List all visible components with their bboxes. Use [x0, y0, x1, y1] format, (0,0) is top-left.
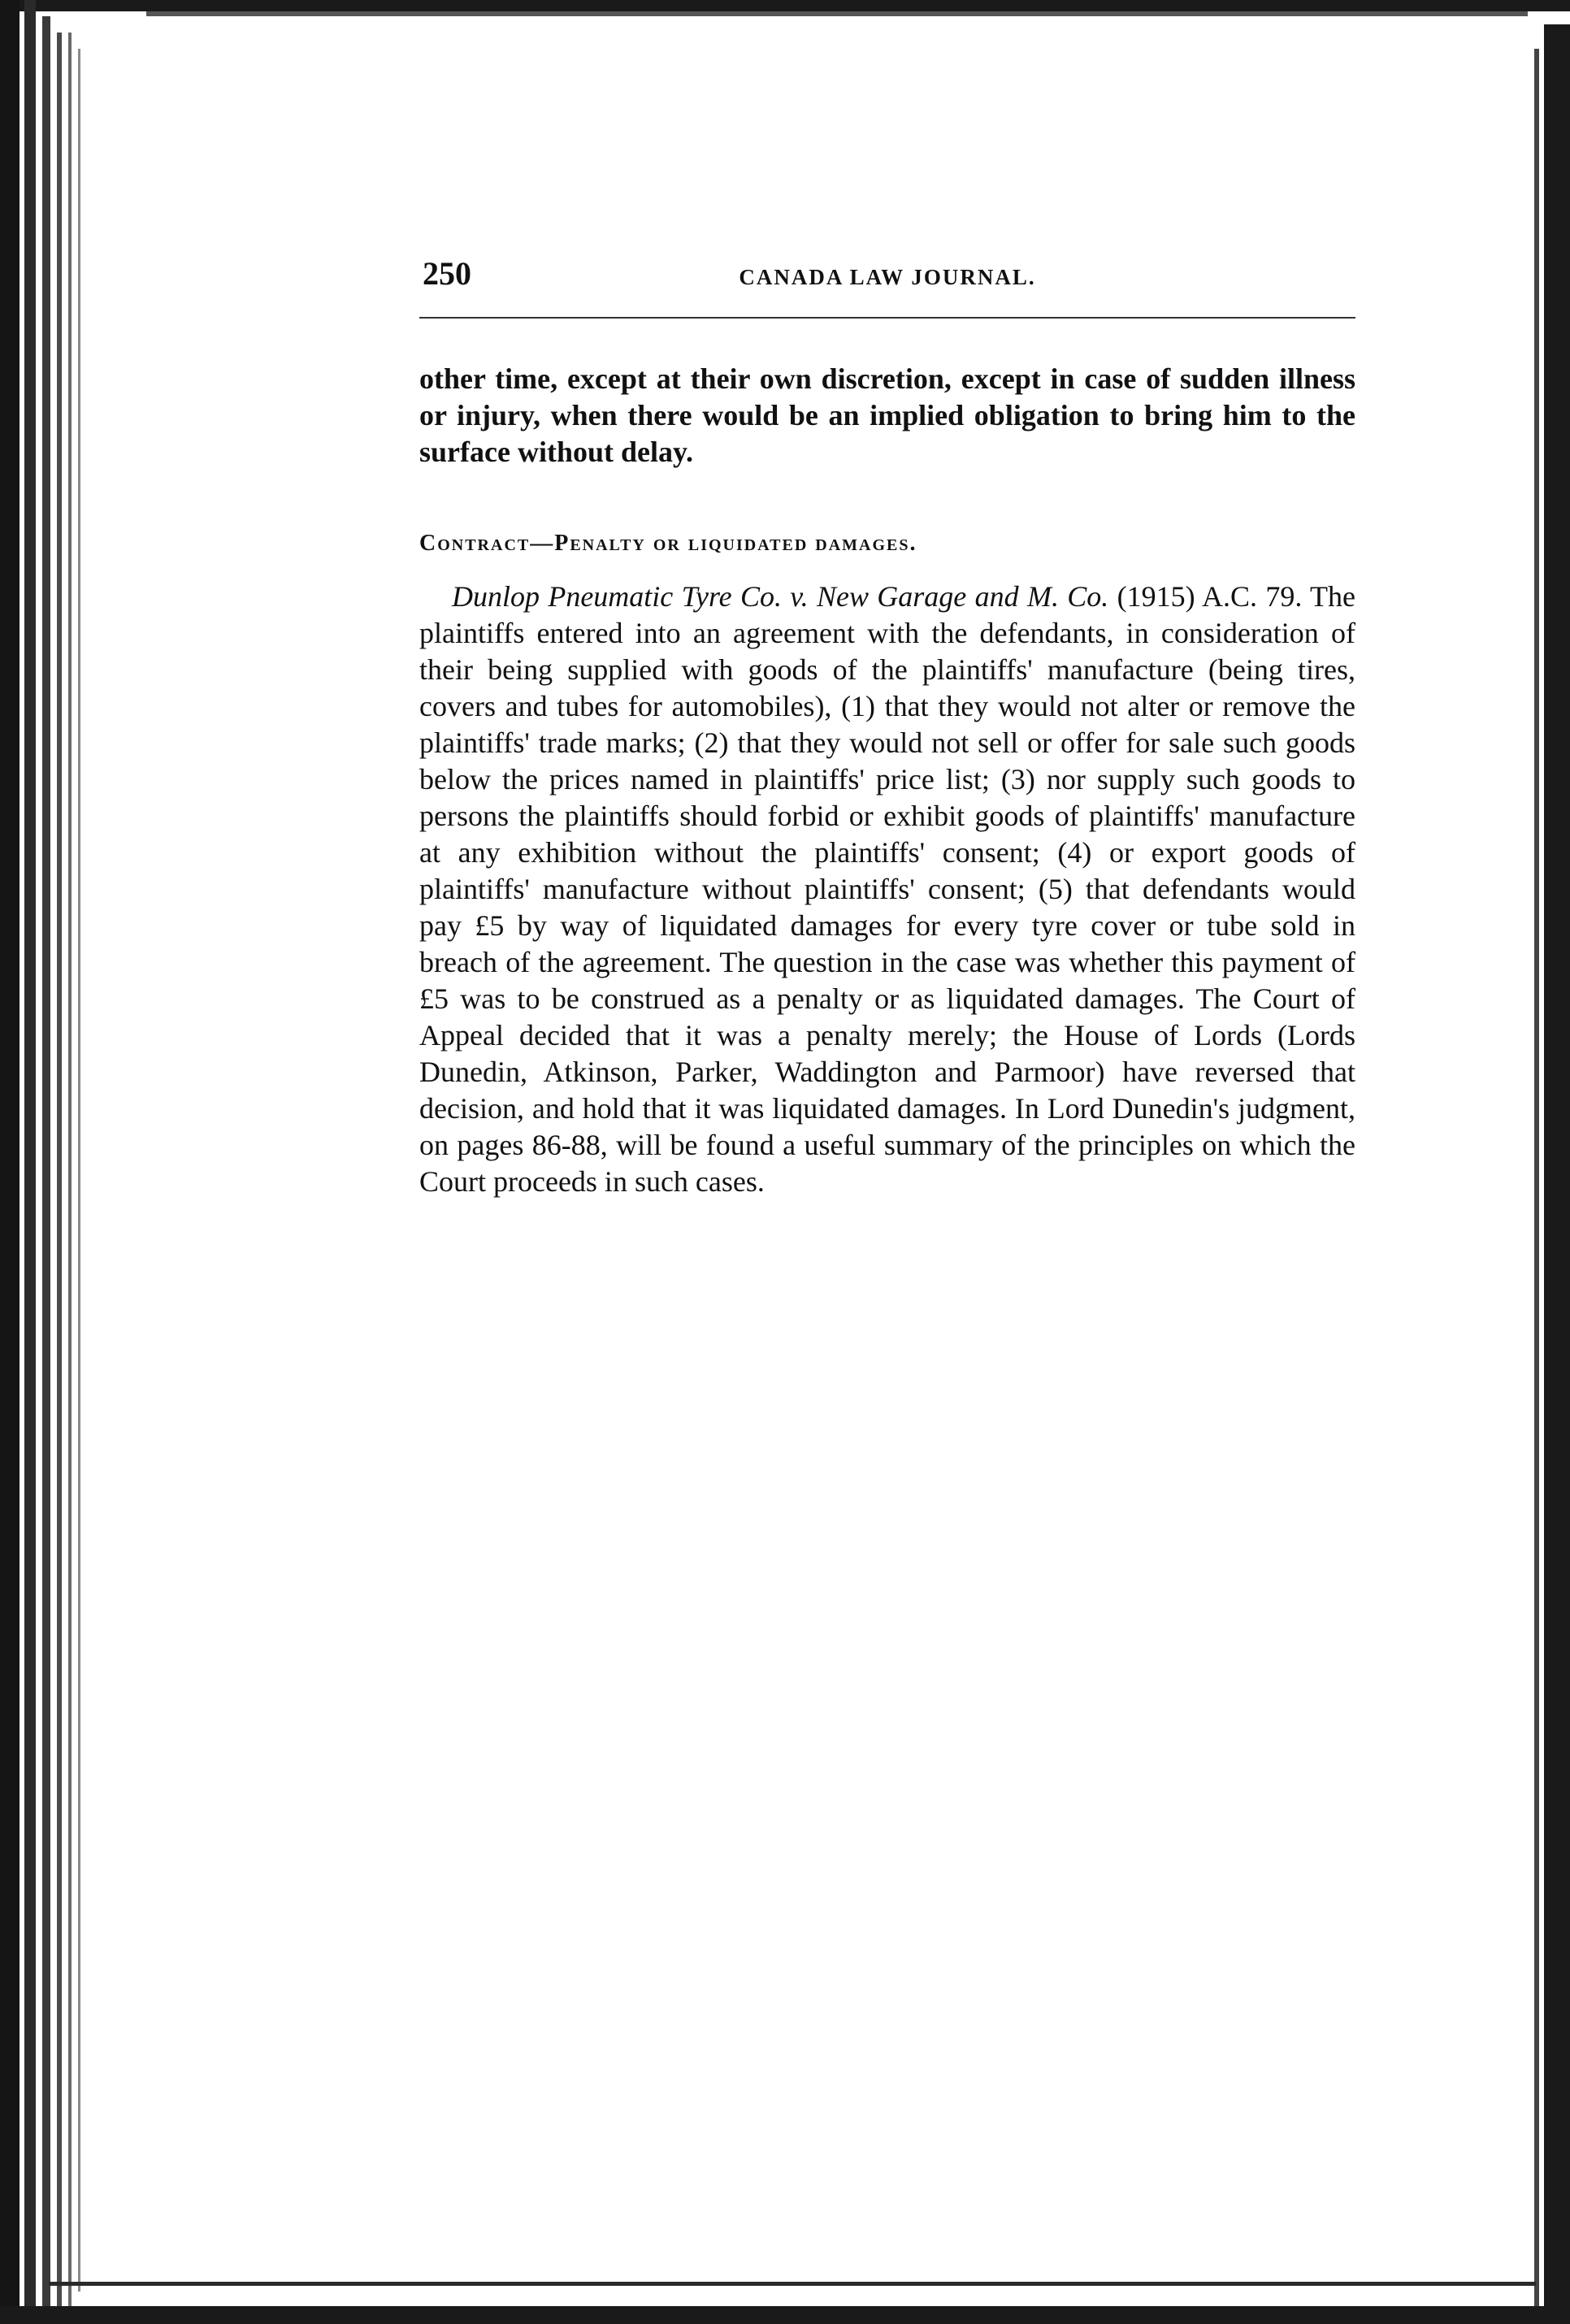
scan-bottom-edge	[0, 2306, 1570, 2324]
scan-right-edge-inner	[1534, 49, 1539, 2316]
scan-left-binding-3	[57, 33, 62, 2308]
document-page	[419, 252, 1355, 1200]
scan-left-binding-2	[42, 16, 50, 2324]
scan-top-edge-fade	[146, 11, 1528, 16]
journal-title: CANADA LAW JOURNAL.	[739, 265, 1036, 289]
scan-right-edge	[1544, 24, 1570, 2324]
case-name: Dunlop Pneumatic Tyre Co. v. New Garage and M. Co.	[452, 580, 1109, 614]
case-citation: (1915) A.C. 79.	[1117, 580, 1303, 614]
scan-left-edge	[0, 0, 20, 2324]
scan-left-binding-1	[24, 0, 36, 2324]
page-number: 250	[423, 255, 471, 292]
running-head	[419, 252, 1355, 296]
continued-paragraph: other time, except at their own discretion, except in case of sudden illness or injury, when there would be an implied obligation to bring him to the surface without delay.	[419, 362, 1355, 468]
section-heading: Contract—Penalty or liquidated damages.	[419, 531, 917, 556]
case-summary: The plaintiffs entered into an agreement with the defendants, in consideration of their being supplied with goods of the plaintiffs' manufacture (being tires, covers and tubes for automobiles), (1) that they would not alter or remove the plaintiffs' trade marks; (2) that they would not sell or offer for sale such goods below the prices named in plaintiffs' price list; (3) nor supply such goods to persons the plaintiffs should forbid or exhibit goods of plaintiffs' manufacture at any exhibition without the plaintiffs' consent; (4) or export goods of plaintiffs' manufacture without plaintiffs' consent; (5) that defendants would pay £5 by way of liquidated damages for every tyre cover or tube sold in breach of the agreement. The question in the case was whether this payment of £5 was to be construed as a penalty or as liquidated damages. The Court of Appeal decided that it was a penalty merely; the House of Lords (Lords Dunedin, Atkinson, Parker, Waddington and Parmoor) have reversed that decision, and hold that it was liquidated damages. In Lord Dunedin's judgment, on pages 86-88, will be found a useful summary of the principles on which the Court proceeds in such cases.	[419, 580, 1356, 1199]
scan-left-binding-4	[68, 33, 72, 2308]
scan-bottom-line	[49, 2282, 1536, 2286]
scan-top-edge	[0, 0, 1570, 11]
header-rule	[419, 317, 1355, 319]
scan-left-binding-5	[78, 49, 80, 2291]
case-paragraph	[419, 579, 1355, 1200]
